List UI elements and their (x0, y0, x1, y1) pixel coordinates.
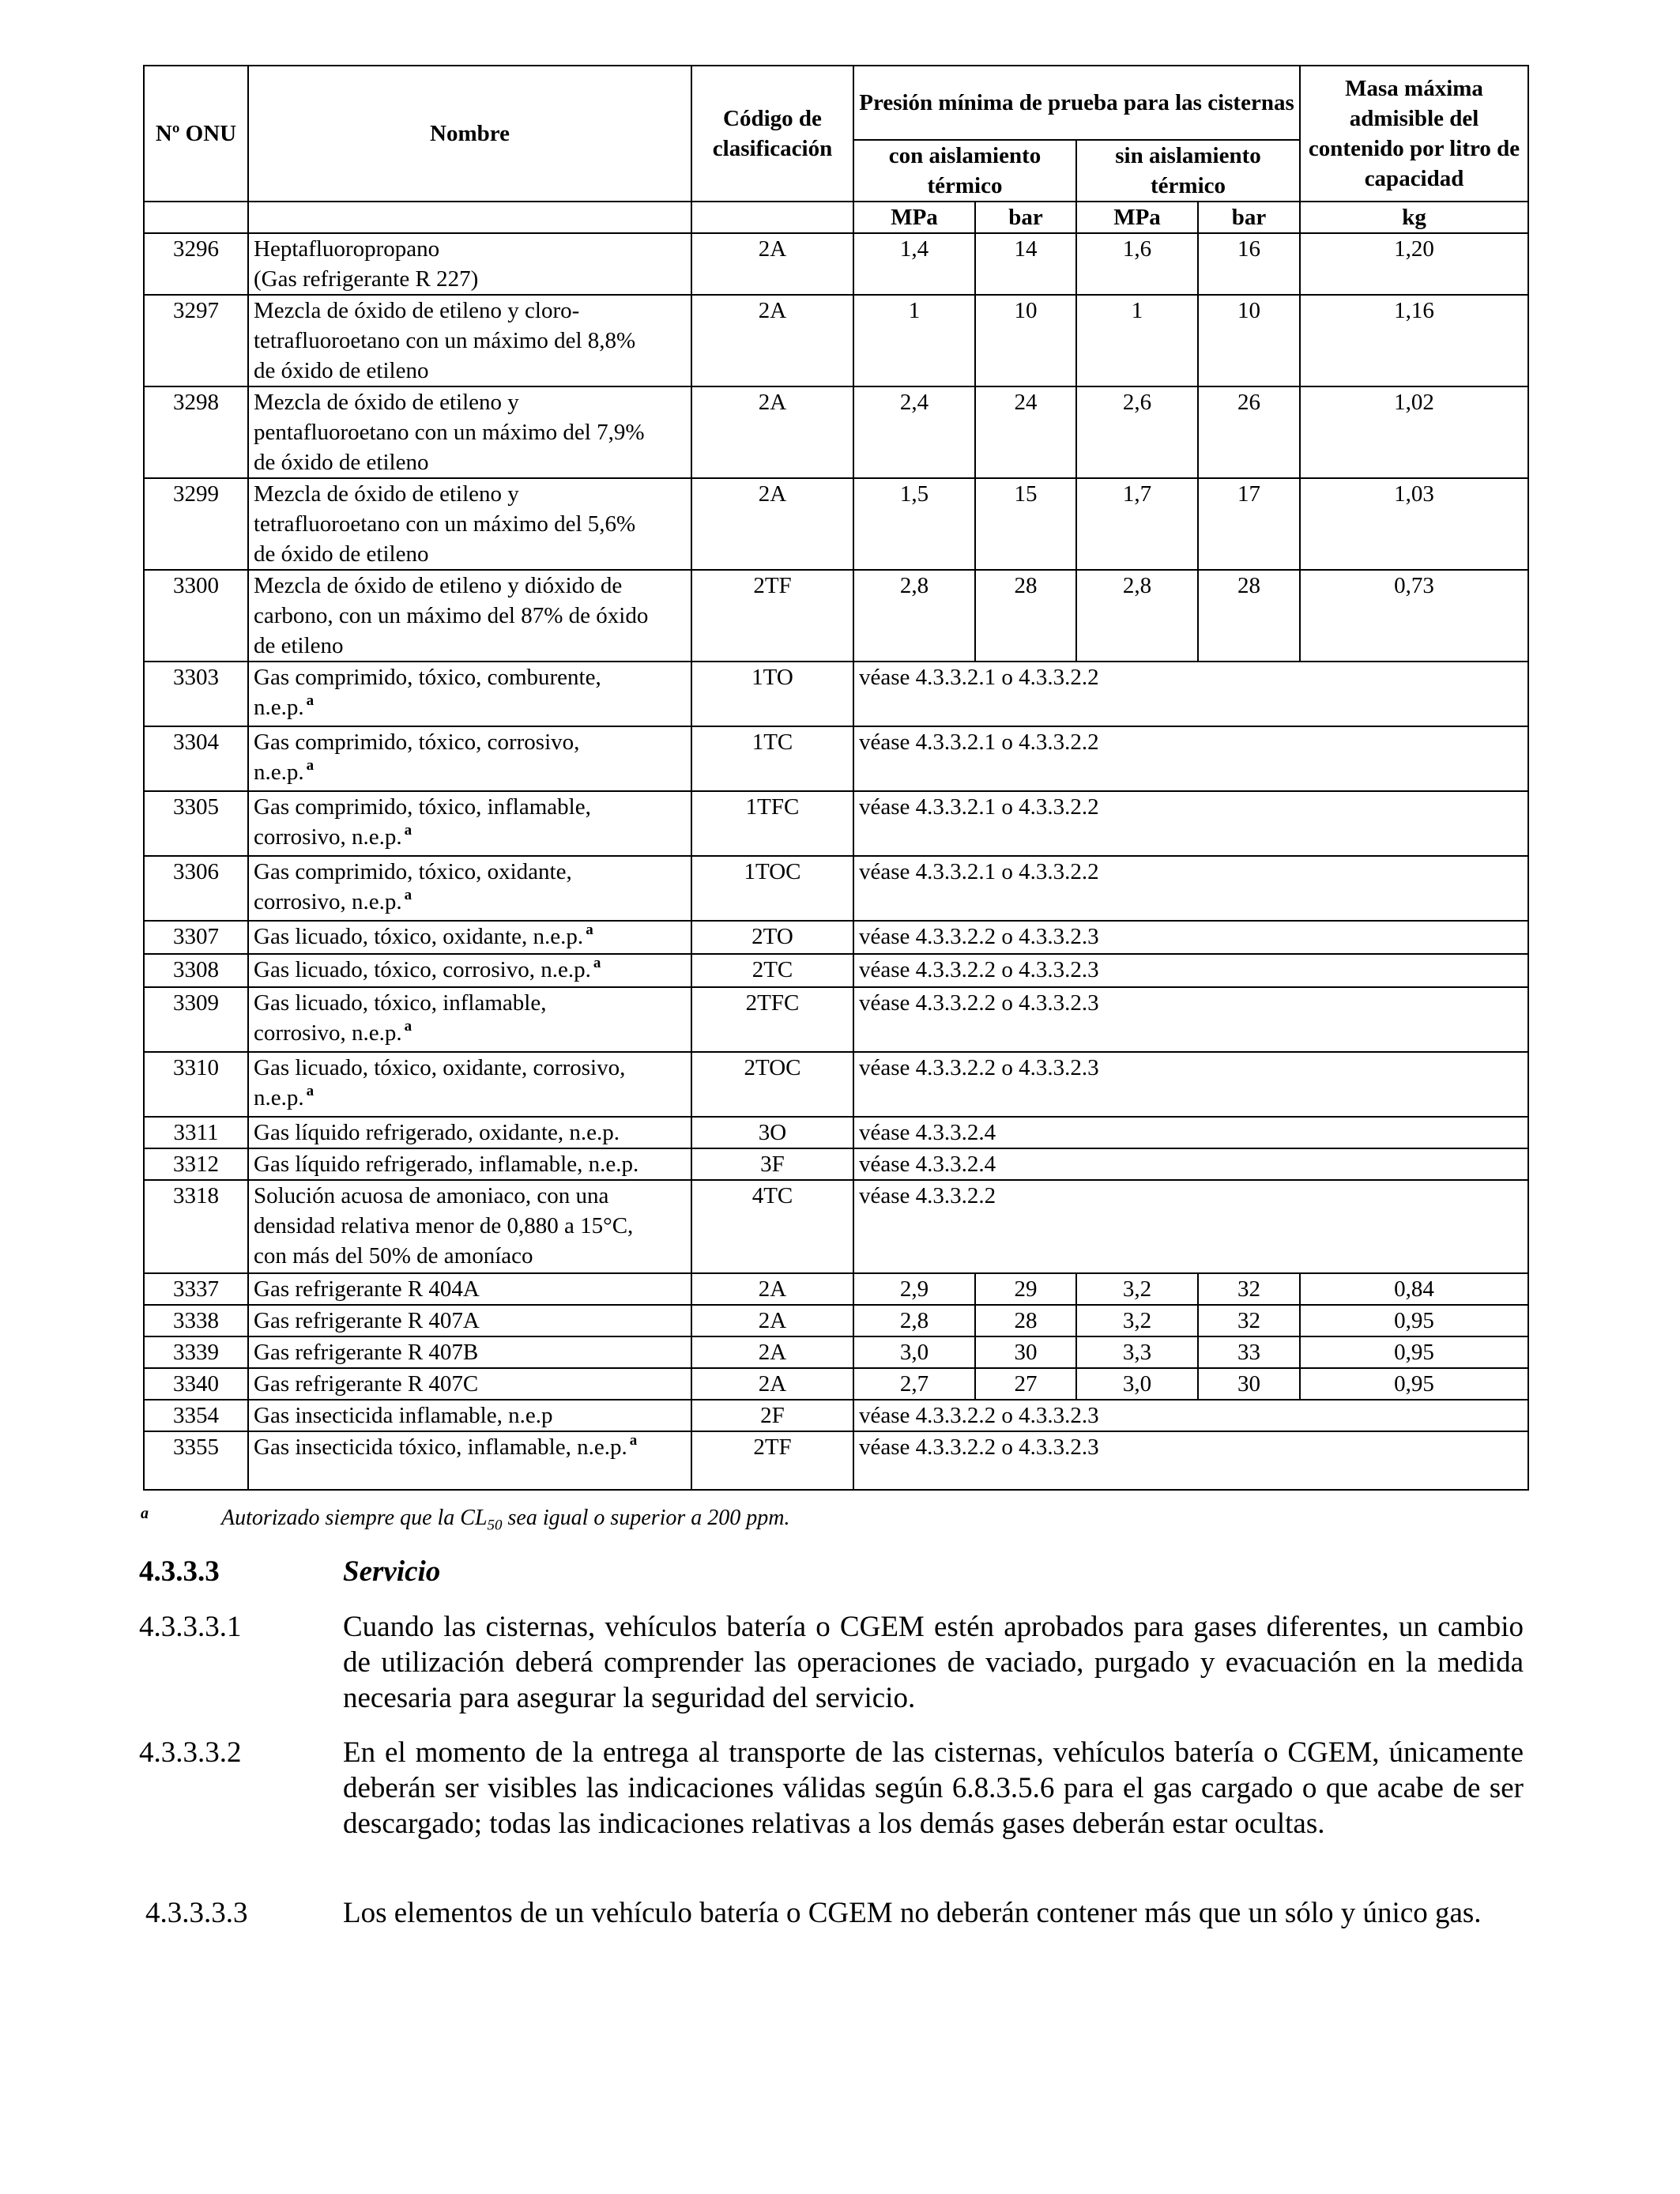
max-mass-cell: 0,95 (1300, 1336, 1528, 1368)
name-text: Gas insecticida inflamable, n.e.p (254, 1403, 553, 1428)
name-cell (248, 791, 691, 856)
max-mass-cell: 1,03 (1300, 478, 1528, 570)
pressure-bar-insulated-cell: 14 (975, 233, 1076, 295)
footnote-reference: a (404, 887, 412, 903)
name-cell (248, 1148, 691, 1180)
table-row (144, 1431, 1528, 1490)
pressure-mpa-uninsulated-cell: 3,3 (1076, 1336, 1198, 1368)
pressure-bar-insulated-cell: 24 (975, 386, 1076, 478)
classification-code-cell: 1TFC (691, 791, 853, 856)
classification-code-cell: 2F (691, 1400, 853, 1431)
pressure-mpa-insulated-cell: 1,5 (853, 478, 975, 570)
footnote-reference: a (306, 692, 315, 709)
pressure-bar-insulated-cell: 27 (975, 1368, 1076, 1400)
classification-code-cell: 2A (691, 1273, 853, 1305)
header-with-insulation: con aislamiento térmico (853, 140, 1076, 202)
name-text: Mezcla de óxido de etileno y dióxido de carbono, con un máximo del 87% de óxido de etileno (254, 573, 649, 658)
un-number-cell: 3300 (144, 570, 248, 662)
classification-code-cell: 3F (691, 1148, 853, 1180)
footnote-mark: a (141, 1505, 149, 1522)
table-row (144, 1052, 1528, 1117)
pressure-mpa-insulated-cell: 2,8 (853, 570, 975, 662)
un-number-cell: 3337 (144, 1273, 248, 1305)
un-number-cell: 3306 (144, 856, 248, 921)
gas-table (143, 65, 1529, 1491)
un-number-cell: 3309 (144, 987, 248, 1052)
table-row (144, 1400, 1528, 1431)
table-row (144, 1180, 1528, 1273)
un-number-cell: 3318 (144, 1180, 248, 1273)
pressure-mpa-uninsulated-cell: 2,8 (1076, 570, 1198, 662)
table-row (144, 921, 1528, 954)
unit-kg: kg (1300, 202, 1528, 233)
name-cell (248, 1180, 691, 1273)
name-cell (248, 856, 691, 921)
classification-code-cell: 2A (691, 1305, 853, 1336)
un-number-cell: 3304 (144, 726, 248, 791)
header-without-insulation: sin aislamiento térmico (1076, 140, 1300, 202)
pressure-bar-uninsulated-cell: 32 (1198, 1273, 1300, 1305)
reference-cell: véase 4.3.3.2.1 o 4.3.3.2.2 (853, 662, 1528, 726)
reference-cell: véase 4.3.3.2.2 o 4.3.3.2.3 (853, 1431, 1528, 1490)
un-number-cell: 3311 (144, 1117, 248, 1148)
reference-cell: véase 4.3.3.2.1 o 4.3.3.2.2 (853, 726, 1528, 791)
reference-cell: véase 4.3.3.2.2 o 4.3.3.2.3 (853, 1400, 1528, 1431)
unit-mpa-uninsulated: MPa (1076, 202, 1198, 233)
paragraph-text: Los elementos de un vehículo batería o CGEM no deberán contener más que un sólo y único gas. (343, 1897, 1482, 1929)
classification-code-cell: 3O (691, 1117, 853, 1148)
pressure-bar-uninsulated-cell: 10 (1198, 295, 1300, 386)
name-cell (248, 726, 691, 791)
name-text: Gas comprimido, tóxico, comburente, n.e.p. (254, 665, 601, 720)
table-row (144, 233, 1528, 295)
pressure-mpa-insulated-cell: 3,0 (853, 1336, 975, 1368)
paragraph-number: 4.3.3.3.1 (139, 1611, 242, 1643)
unit-bar-insulated: bar (975, 202, 1076, 233)
pressure-mpa-insulated-cell: 1,4 (853, 233, 975, 295)
max-mass-cell: 0,84 (1300, 1273, 1528, 1305)
header-blank (144, 202, 248, 233)
table-row (144, 791, 1528, 856)
pressure-mpa-insulated-cell: 2,4 (853, 386, 975, 478)
pressure-mpa-uninsulated-cell: 3,2 (1076, 1273, 1198, 1305)
pressure-mpa-uninsulated-cell: 3,2 (1076, 1305, 1198, 1336)
classification-code-cell: 2TFC (691, 987, 853, 1052)
name-text: Heptafluoropropano (Gas refrigerante R 227) (254, 236, 479, 292)
pressure-mpa-insulated-cell: 2,7 (853, 1368, 975, 1400)
pressure-bar-uninsulated-cell: 30 (1198, 1368, 1300, 1400)
classification-code-cell: 1TC (691, 726, 853, 791)
table-body (144, 233, 1528, 1490)
table-row (144, 1336, 1528, 1368)
un-number-cell: 3307 (144, 921, 248, 954)
classification-code-cell: 1TOC (691, 856, 853, 921)
name-text: Solución acuosa de amoniaco, con una densidad relativa menor de 0,880 a 15°C, con más del 50% de amoníaco (254, 1183, 634, 1269)
name-text: Gas refrigerante R 407B (254, 1340, 479, 1365)
classification-code-cell: 2TC (691, 954, 853, 987)
footnote-reference: a (586, 922, 593, 938)
max-mass-cell: 0,95 (1300, 1368, 1528, 1400)
name-text: Gas refrigerante R 407A (254, 1308, 480, 1333)
pressure-mpa-uninsulated-cell: 1 (1076, 295, 1198, 386)
name-cell (248, 1117, 691, 1148)
name-cell (248, 570, 691, 662)
pressure-bar-insulated-cell: 30 (975, 1336, 1076, 1368)
name-text: Gas refrigerante R 407C (254, 1371, 479, 1397)
pressure-bar-insulated-cell: 28 (975, 570, 1076, 662)
un-number-cell: 3310 (144, 1052, 248, 1117)
classification-code-cell: 2A (691, 233, 853, 295)
reference-cell: véase 4.3.3.2.2 o 4.3.3.2.3 (853, 921, 1528, 954)
paragraph-number: 4.3.3.3.3 (145, 1897, 248, 1929)
name-text: Gas comprimido, tóxico, corrosivo, n.e.p. (254, 729, 580, 785)
table-row (144, 478, 1528, 570)
un-number-cell: 3296 (144, 233, 248, 295)
un-number-cell: 3305 (144, 791, 248, 856)
pressure-bar-insulated-cell: 28 (975, 1305, 1076, 1336)
name-cell (248, 1368, 691, 1400)
pressure-mpa-insulated-cell: 1 (853, 295, 975, 386)
name-cell (248, 662, 691, 726)
classification-code-cell: 2A (691, 478, 853, 570)
header-blank (691, 202, 853, 233)
un-number-cell: 3299 (144, 478, 248, 570)
reference-cell: véase 4.3.3.2.4 (853, 1148, 1528, 1180)
reference-cell: véase 4.3.3.2.1 o 4.3.3.2.2 (853, 791, 1528, 856)
name-cell (248, 1431, 691, 1490)
name-cell (248, 1336, 691, 1368)
header-blank (248, 202, 691, 233)
table-row (144, 1117, 1528, 1148)
paragraph-text: Cuando las cisternas, vehículos batería o CGEM estén aprobados para gases diferentes, un cambio de utilización deberá comprender las operaciones de vaciado, purgado y evacuación en la medida necesaria para asegurar la seguridad del servicio. (343, 1611, 1524, 1714)
un-number-cell: 3354 (144, 1400, 248, 1431)
section-number: 4.3.3.3 (139, 1555, 220, 1588)
classification-code-cell: 2A (691, 1336, 853, 1368)
name-cell (248, 233, 691, 295)
max-mass-cell: 0,73 (1300, 570, 1528, 662)
header-minimum-test-pressure: Presión mínima de prueba para las cisternas (853, 66, 1300, 140)
name-text: Gas licuado, tóxico, inflamable, corrosivo, n.e.p. (254, 990, 547, 1046)
classification-code-cell: 2A (691, 295, 853, 386)
pressure-mpa-uninsulated-cell: 1,6 (1076, 233, 1198, 295)
name-cell (248, 386, 691, 478)
name-cell (248, 1273, 691, 1305)
reference-cell: véase 4.3.3.2.4 (853, 1117, 1528, 1148)
pressure-bar-insulated-cell: 29 (975, 1273, 1076, 1305)
un-number-cell: 3340 (144, 1368, 248, 1400)
classification-code-cell: 2TOC (691, 1052, 853, 1117)
pressure-bar-uninsulated-cell: 17 (1198, 478, 1300, 570)
pressure-bar-uninsulated-cell: 28 (1198, 570, 1300, 662)
table-row (144, 1148, 1528, 1180)
name-text: Gas líquido refrigerado, oxidante, n.e.p. (254, 1120, 620, 1145)
section-title: Servicio (343, 1555, 441, 1588)
footnote-reference: a (404, 1018, 412, 1035)
classification-code-cell: 2A (691, 386, 853, 478)
footnote-reference: a (593, 955, 601, 971)
name-text: Gas comprimido, tóxico, inflamable, corrosivo, n.e.p. (254, 794, 591, 850)
name-text: Mezcla de óxido de etileno y tetrafluoroetano con un máximo del 5,6% de óxido de etileno (254, 481, 636, 567)
classification-code-cell: 2TF (691, 1431, 853, 1490)
footnote-reference: a (306, 757, 315, 774)
pressure-mpa-insulated-cell: 2,8 (853, 1305, 975, 1336)
max-mass-cell: 1,20 (1300, 233, 1528, 295)
pressure-mpa-uninsulated-cell: 3,0 (1076, 1368, 1198, 1400)
footnote-reference: a (404, 822, 412, 839)
name-text: Mezcla de óxido de etileno y pentafluoroetano con un máximo del 7,9% de óxido de etileno (254, 390, 645, 475)
name-cell (248, 295, 691, 386)
name-text: Gas licuado, tóxico, corrosivo, n.e.p. (254, 957, 591, 982)
un-number-cell: 3303 (144, 662, 248, 726)
pressure-mpa-insulated-cell: 2,9 (853, 1273, 975, 1305)
classification-code-cell: 2TO (691, 921, 853, 954)
pressure-bar-uninsulated-cell: 16 (1198, 233, 1300, 295)
table-row (144, 987, 1528, 1052)
reference-cell: véase 4.3.3.2.2 (853, 1180, 1528, 1273)
table-row (144, 662, 1528, 726)
table-row (144, 1368, 1528, 1400)
pressure-bar-uninsulated-cell: 33 (1198, 1336, 1300, 1368)
name-text: Gas líquido refrigerado, inflamable, n.e.p. (254, 1152, 639, 1177)
max-mass-cell: 1,16 (1300, 295, 1528, 386)
un-number-cell: 3339 (144, 1336, 248, 1368)
header-max-mass: Masa máxima admisible del contenido por litro de capacidad (1300, 66, 1528, 202)
reference-cell: véase 4.3.3.2.1 o 4.3.3.2.2 (853, 856, 1528, 921)
name-cell (248, 1052, 691, 1117)
name-cell (248, 478, 691, 570)
table-row (144, 856, 1528, 921)
un-number-cell: 3355 (144, 1431, 248, 1490)
table-row (144, 570, 1528, 662)
name-text: Gas comprimido, tóxico, oxidante, corrosivo, n.e.p. (254, 859, 572, 914)
reference-cell: véase 4.3.3.2.2 o 4.3.3.2.3 (853, 954, 1528, 987)
unit-bar-uninsulated: bar (1198, 202, 1300, 233)
max-mass-cell: 1,02 (1300, 386, 1528, 478)
reference-cell: véase 4.3.3.2.2 o 4.3.3.2.3 (853, 987, 1528, 1052)
un-number-cell: 3297 (144, 295, 248, 386)
un-number-cell: 3308 (144, 954, 248, 987)
pressure-bar-uninsulated-cell: 32 (1198, 1305, 1300, 1336)
paragraph-number: 4.3.3.3.2 (139, 1736, 242, 1769)
reference-cell: véase 4.3.3.2.2 o 4.3.3.2.3 (853, 1052, 1528, 1117)
name-text: Gas licuado, tóxico, oxidante, n.e.p. (254, 924, 584, 949)
unit-mpa-insulated: MPa (853, 202, 975, 233)
un-number-cell: 3312 (144, 1148, 248, 1180)
name-text: Mezcla de óxido de etileno y cloro- tetrafluoroetano con un máximo del 8,8% de óxido de etileno (254, 298, 636, 383)
name-cell (248, 987, 691, 1052)
classification-code-cell: 2TF (691, 570, 853, 662)
name-cell (248, 1305, 691, 1336)
name-cell (248, 921, 691, 954)
name-text: Gas insecticida tóxico, inflamable, n.e.p. (254, 1434, 627, 1460)
pressure-mpa-uninsulated-cell: 2,6 (1076, 386, 1198, 478)
header-name: Nombre (248, 66, 691, 202)
header-un-number: Nº ONU (144, 66, 248, 202)
table-row (144, 386, 1528, 478)
pressure-bar-insulated-cell: 10 (975, 295, 1076, 386)
un-number-cell: 3298 (144, 386, 248, 478)
name-cell (248, 1400, 691, 1431)
max-mass-cell: 0,95 (1300, 1305, 1528, 1336)
pressure-bar-uninsulated-cell: 26 (1198, 386, 1300, 478)
name-text: Gas refrigerante R 404A (254, 1276, 480, 1302)
table-row (144, 1305, 1528, 1336)
table-row (144, 1273, 1528, 1305)
footnote-reference: a (629, 1432, 638, 1449)
paragraph-text: En el momento de la entrega al transporte de las cisternas, vehículos batería o CGEM, únicamente deberán ser visibles las indicaciones válidas según 6.8.3.5.6 para el gas cargado o que acabe de ser descargado; todas las indicaciones relativas a los demás gases deberán estar ocultas. (343, 1736, 1524, 1840)
name-text: Gas licuado, tóxico, oxidante, corrosivo, n.e.p. (254, 1055, 626, 1110)
table-row (144, 726, 1528, 791)
name-cell (248, 954, 691, 987)
pressure-bar-insulated-cell: 15 (975, 478, 1076, 570)
footnote-text: Autorizado siempre que la $CL_{50}$ sea igual o superior a 200 ppm. (221, 1506, 790, 1534)
footnote-reference: a (306, 1083, 315, 1099)
un-number-cell: 3338 (144, 1305, 248, 1336)
table-row (144, 295, 1528, 386)
classification-code-cell: 2A (691, 1368, 853, 1400)
header-classification-code: Código de clasificación (691, 66, 853, 202)
classification-code-cell: 1TO (691, 662, 853, 726)
classification-code-cell: 4TC (691, 1180, 853, 1273)
pressure-mpa-uninsulated-cell: 1,7 (1076, 478, 1198, 570)
table-row (144, 954, 1528, 987)
